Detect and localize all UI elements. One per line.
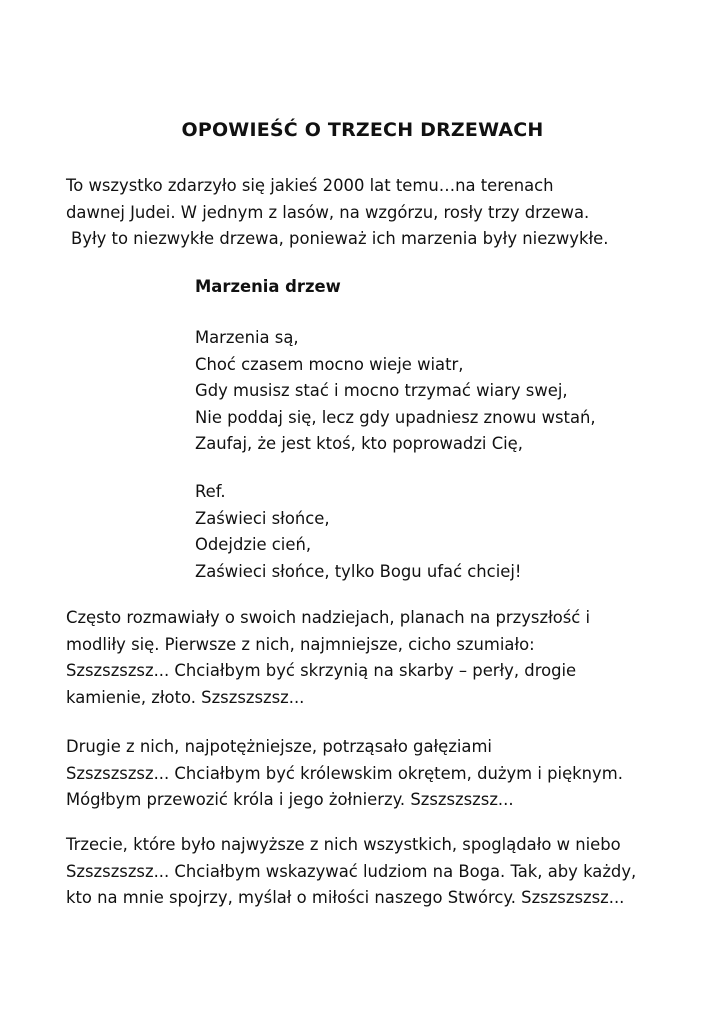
text-line: Były to niezwykłe drzewa, ponieważ ich marzenia były niezwykłe. — [71, 229, 609, 248]
story-paragraph-first-tree — [66, 605, 706, 711]
poem-line: Marzenia są, — [195, 328, 299, 347]
text-line: modliły się. Pierwsze z nich, najmniejsze, cicho szumiało: — [66, 634, 535, 654]
text-line: Szszszszsz... Chciałbym być królewskim okrętem, dużym i pięknym. — [66, 763, 623, 783]
poem-line: Odejdzie cień, — [195, 535, 312, 554]
poem-line: Gdy musisz stać i mocno trzymać wiary swej, — [195, 381, 568, 400]
text-line: To wszystko zdarzyło się jakieś 2000 lat temu…na terenach — [66, 176, 554, 195]
poem-line: Zaświeci słońce, — [195, 508, 330, 528]
text-line: dawnej Judei. W jednym z lasów, na wzgórzu, rosły trzy drzewa. — [66, 202, 590, 222]
text-line: Szszszszsz... Chciałbym wskazywać ludziom na Boga. Tak, aby każdy, — [66, 861, 637, 881]
poem-line: Zaufaj, że jest ktoś, kto poprowadzi Cię, — [195, 434, 523, 453]
story-paragraph-second-tree — [66, 734, 706, 814]
text-line: kamienie, złoto. Szszszszsz... — [66, 687, 305, 707]
poem-line: Nie poddaj się, lecz gdy upadniesz znowu wstań, — [195, 407, 596, 427]
poem-title: Marzenia drzew — [195, 277, 341, 296]
poem-refrain — [195, 479, 695, 585]
text-line: Szszszszsz... Chciałbym być skrzynią na skarby – perły, drogie — [66, 661, 577, 680]
text-line: Często rozmawiały o swoich nadziejach, planach na przyszłość i — [66, 608, 591, 627]
text-line: Mógłbym przewozić króla i jego żołnierzy. Szszszszsz... — [66, 790, 514, 809]
text-line: Trzecie, które było najwyższe z nich wszystkich, spoglądało w niebo — [66, 835, 621, 854]
poem-line: Ref. — [195, 482, 226, 501]
poem-verse — [195, 325, 695, 458]
story-paragraph-third-tree — [66, 832, 706, 912]
poem-line: Zaświeci słońce, tylko Bogu ufać chciej! — [195, 561, 522, 581]
text-line: kto na mnie spojrzy, myślał o miłości naszego Stwórcy. Szszszszsz... — [66, 888, 625, 907]
intro-paragraph — [66, 173, 706, 253]
poem-line: Choć czasem mocno wieje wiatr, — [195, 354, 464, 374]
document-title: OPOWIEŚĆ O TRZECH DRZEWACH — [181, 119, 544, 141]
text-line: Drugie z nich, najpotężniejsze, potrząsało gałęziami — [66, 737, 492, 756]
